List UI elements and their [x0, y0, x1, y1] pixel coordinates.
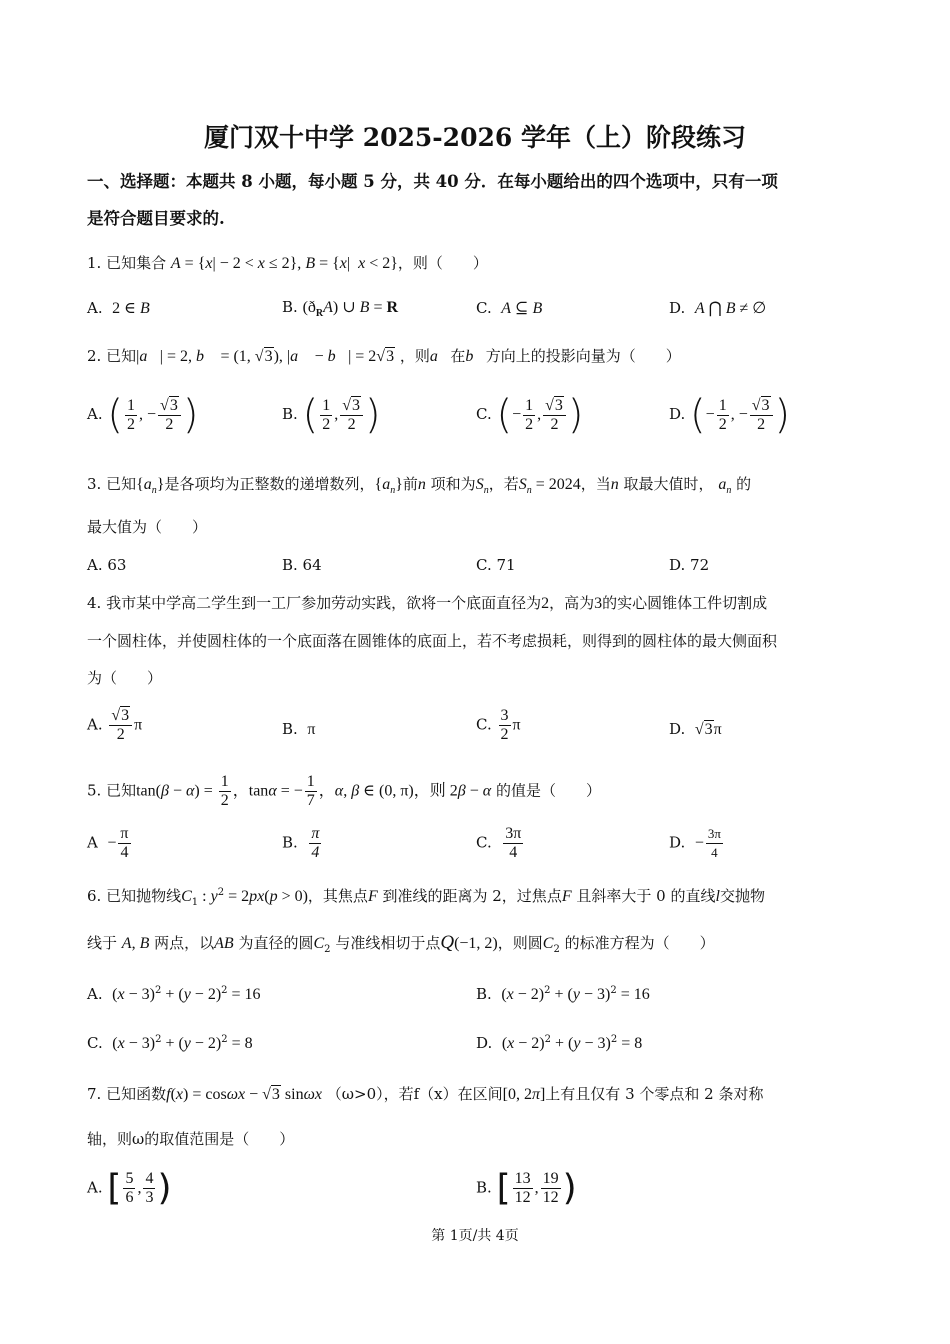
question-3-stem-line2: 最大值为（ ） [87, 518, 208, 536]
page-title: 厦门双十中学 2025-2026 学年（上）阶段练习 [204, 123, 746, 152]
question-7-option-b: B. [ $\frac{13}{12}$ , $\frac{19}{12}$ ) [476, 1167, 577, 1209]
question-1-stem: 1. 已知集合 A = {x| − 2 < x ≤ 2}, B = {x| x < 2}，则（ ） [87, 254, 488, 272]
question-2-option-c: C. (− $\frac{1}{2}$ , $\frac{√3}{2}$ ) [476, 392, 584, 438]
question-7-option-a: A. [ $\frac{5}{6}$ , $\frac{4}{3}$ ) [87, 1167, 172, 1209]
question-4-option-a: A. $\frac{√3}{2}$ π [87, 707, 143, 743]
question-1-option-c: C. A ⊆ B [476, 299, 543, 317]
page-footer: 第 1页/共 4页 [431, 1228, 519, 1244]
question-4-stem-line2: 一个圆柱体，并使圆柱体的一个底面落在圆锥体的底面上，若不考虑损耗，则得到的圆柱体的最大侧面积 [87, 632, 778, 650]
question-4-option-c: C. $\frac{3}{2}$ π [476, 707, 521, 743]
question-2-stem: 2. 已知|a⃗| = 2, b⃗ = (1, √3), |a⃗ − b⃗| = 2√3 ，则a⃗在b⃗方向上的投影向量为（ ） [87, 347, 681, 365]
question-6-option-b: B. $(x - 2)^2 + (y - 3)^2 = 16$ [476, 985, 650, 1003]
question-2-option-d: D. (− $\frac{1}{2}$ , − $\frac{√3}{2}$ ) [669, 392, 791, 438]
question-6-stem-line2: 线于 A, B 两点，以AB 为直径的圆$C_2$ 与准线相切于点Q(−1, 2)，则圆$C_2$ 的标准方程为（ ） [87, 932, 715, 955]
section-header-line1: 一、选择题：本题共 8 小题，每小题 5 分，共 40 分．在每小题给出的四个选项中，只有一项 [87, 172, 778, 191]
question-5-option-a: A − $\frac{\pi}{4}$ [87, 825, 129, 861]
question-7-stem-line2: 轴，则ω的取值范围是（ ） [87, 1130, 295, 1148]
question-1-option-b: B. $(ð_RA)$ ∪ B = R [282, 298, 399, 320]
question-1-option-d: D. A ⋂ B ≠ ∅ [669, 299, 767, 317]
question-3-option-d: D. 72 [669, 556, 710, 574]
question-2-option-a: A. ( $\frac{1}{2}$ , − $\frac{√3}{2}$ ) [87, 392, 199, 438]
question-6-option-c: C. $(x - 3)^2 + (y - 2)^2 = 8$ [87, 1034, 253, 1052]
question-5-option-b: B. $\frac{\pi}{4}$ [282, 825, 320, 861]
question-5-option-d: D. − $\frac{3\pi}{4}$ [669, 826, 721, 860]
question-3-stem: 3. 已知$\{a_n\}$是各项均为正整数的递增数列，$\{a_n\}$前n 项和为$S_n$，若$S_n = 2024$，当n 取最大值时， $a_n$ 的 [87, 475, 752, 497]
question-2-option-b: B. ( $\frac{1}{2}$ , $\frac{√3}{2}$ ) [282, 392, 381, 438]
question-4-stem-line1: 4. 我市某中学高二学生到一工厂参加劳动实践，欲将一个底面直径为2，高为3的实心圆锥体工件切割成 [87, 594, 768, 612]
question-6-stem-line1: 6. 已知抛物线$C_1$ : $y^2 = 2px(p > 0)$，其焦点F 到准线的距离为 2，过焦点F 且斜率大于 0 的直线l交抛物 [87, 887, 765, 908]
question-4-option-d: D. √3π [669, 720, 722, 738]
section-header-line2: 是符合题目要求的. [87, 209, 225, 228]
question-3-option-a: A. 63 [87, 556, 127, 574]
question-3-option-b: B. 64 [282, 556, 322, 574]
question-6-option-d: D. $(x - 2)^2 + (y - 3)^2 = 8$ [476, 1034, 643, 1052]
question-3-option-c: C. 71 [476, 556, 516, 574]
question-5-stem: 5. 已知tan(β − α) = $\frac{1}{2}$ ，tanα = − $\frac{1}{7}$ ，α, β ∈ (0, π)，则 2β − α 的值是（ ） [87, 773, 601, 809]
question-5-option-c: C. $\frac{3\pi}{4}$ [476, 825, 522, 861]
question-4-option-b: B. π [282, 720, 316, 738]
question-1-option-a: A. 2 ∈ B [87, 299, 150, 317]
question-4-stem-line3: 为（ ） [87, 669, 163, 687]
question-6-option-a: A. $(x - 3)^2 + (y - 2)^2 = 16$ [87, 985, 261, 1003]
question-7-stem-line1: 7. 已知函数f(x) = cosωx − √3 sinωx （ω>0），若f（x）在区间[0, 2π]上有且仅有 3 个零点和 2 条对称 [87, 1085, 764, 1103]
